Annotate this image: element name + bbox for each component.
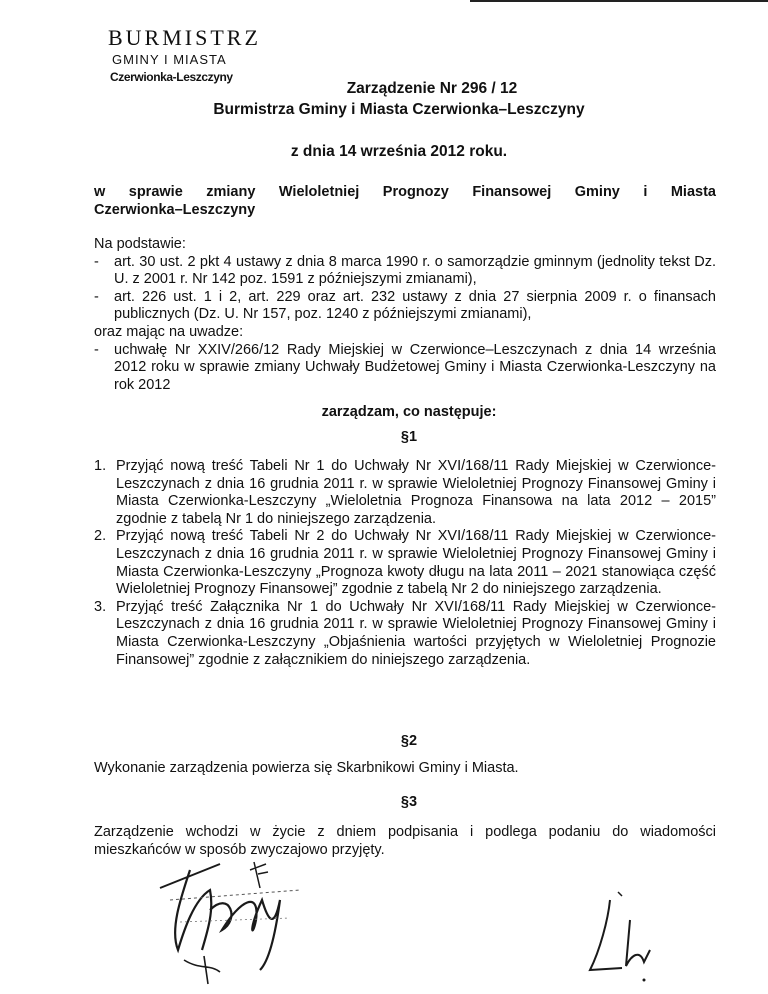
- subject-line-2: Czerwionka–Leszczyny: [94, 201, 256, 218]
- section-3-text: Zarządzenie wchodzi w życie z dniem podpisania i podlega podaniu do wiadomości mieszkańców w sposób zwyczajowo przyjęty.: [94, 824, 716, 858]
- list-item-number: 3.: [94, 598, 107, 615]
- subject-line-1: w sprawie zmiany Wieloletniej Prognozy Finansowej Gminy i Miasta: [94, 184, 716, 200]
- list-item-number: 2.: [94, 528, 107, 545]
- section-2-heading: §2: [400, 733, 418, 749]
- list-item-text: Przyjąć treść Załącznika Nr 1 do Uchwały Nr XVI/168/11 Rady Miejskiej w Czerwionce-Leszczynach z dnia 16 grudnia 2011 r. w sprawie Wieloletniej Prognozy Finansowej Gminy i Miasta Czerwionka-Leszczyny „Objaśnienia wartości przyjętych w Wieloletniej Prognozie Finansowej” zgodnie z załącznikiem do niniejszego zarządzenia.: [116, 598, 716, 668]
- basis-item-text: art. 30 ust. 2 pkt 4 ustawy z dnia 8 marca 1990 r. o samorządzie gminnym (jednolity tekst Dz. U. z 2001 r. Nr 142 poz. 1591 z późniejszymi zmianami),: [114, 253, 716, 288]
- list-item-text: Przyjąć nową treść Tabeli Nr 2 do Uchwały Nr XVI/168/11 Rady Miejskiej w Czerwionce-Leszczynach z dnia 16 grudnia 2011 r. w sprawie Wieloletniej Prognozy Finansowej Gminy i Miasta Czerwionka-Leszczyny „Prognoza kwoty długu na lata 2011 – 2021 stanowiąca część Wieloletniej Prognozy Finansowej” zgodnie z tabelą Nr 2 do niniejszego zarządzenia.: [116, 528, 716, 598]
- section-2-text: Wykonanie zarządzenia powierza się Skarbnikowi Gminy i Miasta.: [94, 760, 519, 776]
- basis-mid: oraz mając na uwadze:: [94, 323, 244, 340]
- decree-issuer: Burmistrza Gminy i Miasta Czerwionka–Leszczyny: [213, 101, 585, 118]
- section-1-heading: §1: [400, 429, 418, 445]
- decree-subject: [94, 184, 716, 219]
- basis-intro: Na podstawie:: [94, 236, 186, 252]
- list-item-number: 1.: [94, 458, 107, 474]
- office-city: Czerwionka-Leszczyny: [110, 70, 233, 84]
- decree-number: Zarządzenie Nr 296 / 12: [346, 80, 518, 97]
- legal-basis: [94, 236, 716, 394]
- list-item: [94, 458, 716, 528]
- basis-item-text: art. 226 ust. 1 i 2, art. 229 oraz art. 232 ustawy z dnia 27 sierpnia 2009 r. o finansach publicznych (Dz. U. Nr 157, poz. 1240 z późniejszymi zmianami),: [114, 288, 716, 323]
- initials-mark: [246, 858, 276, 898]
- section-1-list: [94, 458, 716, 669]
- decree-date: z dnia 14 września 2012 roku.: [290, 143, 508, 160]
- decree-formula: zarządzam, co następuje:: [321, 404, 497, 420]
- mayor-signature-stamp: [150, 860, 330, 994]
- basis-item-text: uchwałę Nr XXIV/266/12 Rady Miejskiej w Czerwionce–Leszczynach z dnia 14 września 2012 roku w sprawie zmiany Uchwały Budżetowej Gminy i Miasta Czerwionka-Leszczyny na rok 2012: [114, 341, 716, 393]
- section-3-heading: §3: [400, 794, 418, 810]
- treasurer-signature: [560, 880, 680, 990]
- office-subtitle: GMINY I MIASTA: [112, 52, 227, 67]
- basis-item: - uchwałę Nr XXIV/266/12 Rady Miejskiej w Czerwionce–Leszczynach z dnia 14 września 2012 roku w sprawie zmiany Uchwały Budżetowej Gminy i Miasta Czerwionka-Leszczyny na rok 2012: [94, 341, 716, 393]
- basis-item: - art. 30 ust. 2 pkt 4 ustawy z dnia 8 marca 1990 r. o samorządzie gminnym (jednolity tekst Dz. U. z 2001 r. Nr 142 poz. 1591 z późniejszymi zmianami),: [94, 253, 716, 288]
- list-item-text: Przyjąć nową treść Tabeli Nr 1 do Uchwały Nr XVI/168/11 Rady Miejskiej w Czerwionce-Leszczynach z dnia 16 grudnia 2011 r. w sprawie Wieloletniej Prognozy Finansowej Gminy i Miasta Czerwionka-Leszczyny „Wieloletnia Prognoza Finansowa na lata 2012 – 2015” zgodnie z tabelą Nr 1 do niniejszego zarządzenia.: [116, 458, 716, 527]
- basis-item: - art. 226 ust. 1 i 2, art. 229 oraz art. 232 ustawy z dnia 27 sierpnia 2009 r. o finansach publicznych (Dz. U. Nr 157, poz. 1240 z późniejszymi zmianami),: [94, 288, 716, 323]
- office-title: BURMISTRZ: [108, 25, 261, 50]
- scan-top-edge: [470, 0, 768, 2]
- list-item: [94, 599, 716, 669]
- list-item: [94, 528, 716, 598]
- office-header-stamp: [108, 26, 261, 84]
